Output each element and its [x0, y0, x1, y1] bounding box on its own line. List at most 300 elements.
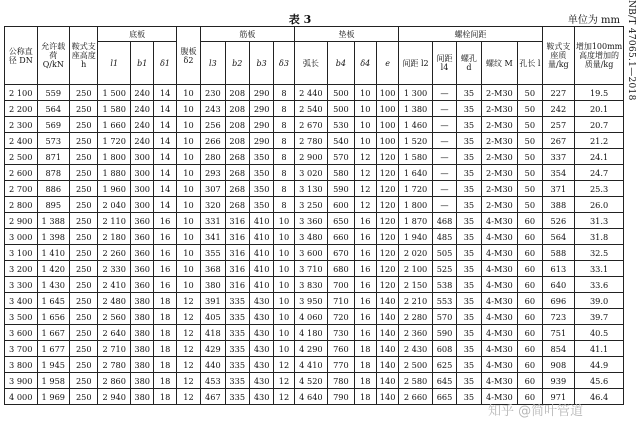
- table-cell: 32.5: [575, 245, 624, 261]
- table-cell: 230: [201, 85, 225, 101]
- table-cell: 2 780: [294, 133, 328, 149]
- table-cell: 430: [249, 293, 273, 309]
- table-cell: 380: [201, 277, 225, 293]
- table-cell: 35: [457, 229, 481, 245]
- table-cell: 16: [154, 245, 176, 261]
- table-cell: 453: [201, 373, 225, 389]
- col-l3: l3: [201, 42, 225, 85]
- table-cell: 35: [457, 133, 481, 149]
- table-cell: 120: [376, 197, 398, 213]
- table-cell: 573: [37, 133, 70, 149]
- table-cell: 16: [354, 293, 376, 309]
- table-cell: 16: [354, 309, 376, 325]
- table-cell: 886: [37, 181, 70, 197]
- table-cell: 1 410: [37, 245, 70, 261]
- table-cell: 316: [225, 229, 249, 245]
- table-cell: 3 400: [5, 293, 38, 309]
- table-row: [5, 149, 624, 165]
- table-cell: 140: [376, 309, 398, 325]
- table-cell: 44.9: [575, 357, 624, 373]
- table-cell: 665: [432, 389, 456, 405]
- table-cell: 8: [274, 85, 294, 101]
- table-cell: 570: [432, 309, 456, 325]
- table-row: [5, 133, 624, 149]
- table-cell: 12: [176, 357, 200, 373]
- table-cell: 35: [457, 325, 481, 341]
- table-cell: 335: [225, 341, 249, 357]
- table-cell: 140: [376, 325, 398, 341]
- table-cell: 2 260: [98, 245, 131, 261]
- table-cell: 1 940: [399, 229, 433, 245]
- table-cell: 100: [376, 133, 398, 149]
- table-cell: 120: [376, 277, 398, 293]
- table-cell: 525: [432, 261, 456, 277]
- table-cell: 240: [131, 117, 154, 133]
- table-cell: 2-M30: [481, 101, 518, 117]
- table-cell: 320: [201, 197, 225, 213]
- table-cell: 18: [154, 309, 176, 325]
- table-cell: 2 670: [294, 117, 328, 133]
- table-row: [5, 85, 624, 101]
- table-cell: 4-M30: [481, 229, 518, 245]
- table-cell: 280: [201, 149, 225, 165]
- table-cell: 240: [131, 85, 154, 101]
- table-cell: 243: [201, 101, 225, 117]
- table-cell: 60: [518, 261, 542, 277]
- table-cell: 18: [354, 341, 376, 357]
- table-cell: 316: [225, 245, 249, 261]
- table-cell: 360: [131, 213, 154, 229]
- table-cell: 250: [70, 181, 98, 197]
- table-cell: 2 100: [5, 85, 38, 101]
- table-cell: 12: [176, 309, 200, 325]
- table-cell: 337: [542, 149, 575, 165]
- table-cell: 10: [176, 181, 200, 197]
- table-cell: 4-M30: [481, 245, 518, 261]
- table-cell: 293: [201, 165, 225, 181]
- table-cell: 10: [274, 213, 294, 229]
- table-cell: 350: [249, 149, 273, 165]
- col-mass-increase: 增加100mm高度增加的质量/kg: [575, 27, 624, 85]
- table-cell: 3 300: [5, 277, 38, 293]
- table-cell: 730: [328, 325, 354, 341]
- unit-label: 单位为 mm: [567, 15, 620, 26]
- table-cell: 14: [154, 101, 176, 117]
- table-cell: 590: [432, 325, 456, 341]
- table-cell: 268: [225, 197, 249, 213]
- table-cell: 50: [518, 117, 542, 133]
- table-cell: 120: [376, 165, 398, 181]
- group-bottom-plate: 底板: [98, 27, 176, 42]
- col-height: 鞍式支座高度 h: [70, 27, 98, 85]
- table-cell: —: [432, 181, 456, 197]
- col-dn: 公称直径 DN: [5, 27, 38, 85]
- table-cell: 60: [518, 277, 542, 293]
- table-cell: 2 500: [5, 149, 38, 165]
- table-cell: 35: [457, 261, 481, 277]
- table-cell: 4 520: [294, 373, 328, 389]
- table-cell: 14: [154, 133, 176, 149]
- table-cell: 2 360: [399, 325, 433, 341]
- col-hole-d: 螺孔 d: [457, 42, 481, 85]
- table-cell: 588: [542, 245, 575, 261]
- table-cell: 290: [249, 85, 273, 101]
- table-cell: 18: [354, 389, 376, 405]
- table-cell: 2 280: [399, 309, 433, 325]
- table-cell: 380: [131, 357, 154, 373]
- table-cell: 1 660: [98, 117, 131, 133]
- table-cell: 10: [354, 101, 376, 117]
- table-cell: 2 020: [399, 245, 433, 261]
- table-cell: 660: [328, 229, 354, 245]
- table-cell: 538: [432, 277, 456, 293]
- table-cell: 430: [249, 357, 273, 373]
- table-cell: 8: [274, 165, 294, 181]
- table-cell: 2-M30: [481, 197, 518, 213]
- table-cell: 35: [457, 373, 481, 389]
- table-cell: 268: [225, 165, 249, 181]
- table-title: 表 3: [288, 13, 312, 26]
- table-cell: 18: [154, 389, 176, 405]
- table-cell: 50: [518, 85, 542, 101]
- table-cell: 1 645: [37, 293, 70, 309]
- table-cell: 20.1: [575, 101, 624, 117]
- table-cell: 430: [249, 389, 273, 405]
- table-cell: 3 250: [294, 197, 328, 213]
- table-cell: 12: [176, 341, 200, 357]
- col-delta4: δ4: [354, 42, 376, 85]
- table-cell: 2 900: [294, 149, 328, 165]
- table-cell: 3 950: [294, 293, 328, 309]
- table-cell: 2-M30: [481, 85, 518, 101]
- table-cell: 10: [274, 261, 294, 277]
- table-cell: 250: [70, 341, 98, 357]
- table-cell: 316: [225, 213, 249, 229]
- table-cell: 60: [518, 293, 542, 309]
- table-cell: 380: [131, 325, 154, 341]
- table-cell: 1 720: [399, 181, 433, 197]
- table-cell: —: [432, 133, 456, 149]
- table-cell: 380: [131, 389, 154, 405]
- table-cell: 18: [154, 373, 176, 389]
- table-cell: 410: [249, 229, 273, 245]
- table-cell: 300: [131, 149, 154, 165]
- col-b2: b2: [225, 42, 249, 85]
- table-cell: 4 060: [294, 309, 328, 325]
- table-cell: 1 420: [37, 261, 70, 277]
- table-cell: 530: [328, 117, 354, 133]
- table-cell: 16: [354, 213, 376, 229]
- table-cell: 12: [274, 389, 294, 405]
- table-cell: 331: [201, 213, 225, 229]
- table-cell: 12: [354, 165, 376, 181]
- table-cell: 500: [328, 85, 354, 101]
- table-cell: 10: [176, 85, 200, 101]
- table-cell: 35: [457, 341, 481, 357]
- table-row: [5, 309, 624, 325]
- table-cell: 8: [274, 117, 294, 133]
- table-cell: 18: [154, 357, 176, 373]
- table-cell: 316: [225, 261, 249, 277]
- table-cell: 16: [154, 213, 176, 229]
- table-cell: 208: [225, 85, 249, 101]
- table-cell: 2-M30: [481, 165, 518, 181]
- table-cell: 1 969: [37, 389, 70, 405]
- table-cell: 35: [457, 85, 481, 101]
- table-cell: 1 800: [98, 149, 131, 165]
- table-cell: 268: [225, 181, 249, 197]
- col-b4: b4: [328, 42, 354, 85]
- table-cell: 468: [432, 213, 456, 229]
- table-cell: 300: [131, 181, 154, 197]
- table-cell: 2 040: [98, 197, 131, 213]
- table-cell: 8: [274, 181, 294, 197]
- table-cell: 1 720: [98, 133, 131, 149]
- col-arc: 弧长: [294, 42, 328, 85]
- table-cell: 2 860: [98, 373, 131, 389]
- table-cell: 16: [354, 261, 376, 277]
- table-cell: 60: [518, 245, 542, 261]
- table-cell: 4-M30: [481, 309, 518, 325]
- table-row: [5, 181, 624, 197]
- table-cell: 3 130: [294, 181, 328, 197]
- table-cell: 268: [225, 149, 249, 165]
- table-cell: 3 500: [5, 309, 38, 325]
- table-cell: 335: [225, 357, 249, 373]
- table-cell: 770: [328, 357, 354, 373]
- col-hole-len: 孔长 l: [518, 42, 542, 85]
- table-cell: 4 180: [294, 325, 328, 341]
- table-cell: 46.4: [575, 389, 624, 405]
- table-cell: 35: [457, 389, 481, 405]
- table-cell: 20.7: [575, 117, 624, 133]
- table-row: [5, 229, 624, 245]
- table-cell: 35: [457, 181, 481, 197]
- table-cell: 140: [376, 357, 398, 373]
- table-cell: 250: [70, 373, 98, 389]
- table-cell: 18: [354, 357, 376, 373]
- table-cell: 1 520: [399, 133, 433, 149]
- table-cell: 2-M30: [481, 181, 518, 197]
- table-cell: 50: [518, 197, 542, 213]
- table-cell: 360: [131, 277, 154, 293]
- table-cell: 120: [376, 149, 398, 165]
- table-cell: 12: [176, 389, 200, 405]
- table-cell: 600: [328, 197, 354, 213]
- table-cell: 1 380: [399, 101, 433, 117]
- table-cell: 250: [70, 85, 98, 101]
- table-cell: 410: [249, 277, 273, 293]
- table-cell: 16: [354, 245, 376, 261]
- table-row: [5, 325, 624, 341]
- table-cell: 100: [376, 101, 398, 117]
- group-rib: 筋板: [201, 27, 294, 42]
- table-cell: 580: [328, 165, 354, 181]
- table-cell: 430: [249, 373, 273, 389]
- table-cell: 3 480: [294, 229, 328, 245]
- table-cell: 120: [376, 261, 398, 277]
- col-l2: 间距 l2: [399, 42, 433, 85]
- table-cell: 2 500: [399, 357, 433, 373]
- table-cell: 10: [274, 341, 294, 357]
- table-cell: 360: [131, 229, 154, 245]
- table-cell: 256: [201, 117, 225, 133]
- table-cell: 368: [201, 261, 225, 277]
- table-cell: 410: [249, 213, 273, 229]
- table-cell: 569: [37, 117, 70, 133]
- table-cell: —: [432, 197, 456, 213]
- table-cell: 16: [154, 229, 176, 245]
- table-cell: —: [432, 117, 456, 133]
- table-cell: 120: [376, 181, 398, 197]
- table-cell: 250: [70, 389, 98, 405]
- table-cell: 505: [432, 245, 456, 261]
- table-cell: 2 210: [399, 293, 433, 309]
- table-cell: 250: [70, 133, 98, 149]
- table-cell: —: [432, 149, 456, 165]
- table-cell: 60: [518, 389, 542, 405]
- table-cell: 380: [131, 341, 154, 357]
- table-cell: 608: [432, 341, 456, 357]
- table-row: [5, 117, 624, 133]
- table-cell: 10: [176, 277, 200, 293]
- table-row: [5, 245, 624, 261]
- table-cell: 696: [542, 293, 575, 309]
- table-cell: 19.5: [575, 85, 624, 101]
- table-cell: 3 020: [294, 165, 328, 181]
- table-cell: 250: [70, 293, 98, 309]
- table-cell: 8: [274, 197, 294, 213]
- table-cell: 10: [274, 277, 294, 293]
- col-b3: b3: [249, 42, 273, 85]
- col-load: 允许载荷 Q/kN: [37, 27, 70, 85]
- table-cell: 2 300: [5, 117, 38, 133]
- table-cell: 25.3: [575, 181, 624, 197]
- table-cell: 4 640: [294, 389, 328, 405]
- col-l1: l1: [98, 42, 131, 85]
- table-cell: 10: [176, 213, 200, 229]
- table-cell: 895: [37, 197, 70, 213]
- table-cell: 10: [354, 117, 376, 133]
- table-cell: 854: [542, 341, 575, 357]
- table-cell: 410: [249, 245, 273, 261]
- table-cell: 250: [70, 277, 98, 293]
- table-cell: 430: [249, 325, 273, 341]
- table-cell: 10: [274, 229, 294, 245]
- table-cell: 4-M30: [481, 325, 518, 341]
- table-cell: 18: [154, 325, 176, 341]
- table-cell: 2 200: [5, 101, 38, 117]
- table-cell: 350: [249, 197, 273, 213]
- table-cell: 50: [518, 133, 542, 149]
- table-cell: 335: [225, 309, 249, 325]
- table-cell: 290: [249, 101, 273, 117]
- table-cell: 335: [225, 325, 249, 341]
- table-cell: 3 710: [294, 261, 328, 277]
- table-cell: 1 580: [399, 149, 433, 165]
- table-cell: 4-M30: [481, 389, 518, 405]
- table-cell: 790: [328, 389, 354, 405]
- table-cell: 35: [457, 117, 481, 133]
- table-cell: 35: [457, 101, 481, 117]
- table-cell: 360: [131, 245, 154, 261]
- table-cell: 24.1: [575, 149, 624, 165]
- table-cell: 16: [354, 325, 376, 341]
- table-cell: 1 580: [98, 101, 131, 117]
- table-cell: 645: [432, 373, 456, 389]
- table-cell: 14: [154, 197, 176, 213]
- table-cell: 1 945: [37, 357, 70, 373]
- table-cell: 2 150: [399, 277, 433, 293]
- table-cell: 16: [354, 277, 376, 293]
- table-cell: 380: [131, 309, 154, 325]
- table-cell: 3 200: [5, 261, 38, 277]
- table-cell: 250: [70, 149, 98, 165]
- table-cell: 60: [518, 373, 542, 389]
- col-thread: 螺纹 M: [481, 42, 518, 85]
- saddle-support-table: [4, 26, 624, 405]
- table-cell: 405: [201, 309, 225, 325]
- table-cell: 60: [518, 357, 542, 373]
- table-cell: 2 580: [399, 373, 433, 389]
- table-cell: 16: [154, 261, 176, 277]
- table-cell: 250: [70, 325, 98, 341]
- table-cell: 670: [328, 245, 354, 261]
- table-cell: 35: [457, 293, 481, 309]
- table-cell: 120: [376, 229, 398, 245]
- table-cell: 2 800: [5, 197, 38, 213]
- table-cell: 208: [225, 133, 249, 149]
- table-cell: 12: [274, 357, 294, 373]
- table-cell: 2-M30: [481, 117, 518, 133]
- table-cell: 350: [249, 181, 273, 197]
- table-cell: 10: [176, 101, 200, 117]
- table-cell: 780: [328, 373, 354, 389]
- table-cell: 3 600: [5, 325, 38, 341]
- table-cell: 12: [176, 325, 200, 341]
- table-cell: 650: [328, 213, 354, 229]
- table-cell: 564: [542, 229, 575, 245]
- col-l4: 间距 l4: [432, 42, 456, 85]
- table-cell: 12: [176, 373, 200, 389]
- table-cell: 60: [518, 213, 542, 229]
- table-row: [5, 165, 624, 181]
- table-cell: 700: [328, 277, 354, 293]
- watermark: 知乎 @简叶管道: [488, 404, 584, 419]
- table-cell: 1 958: [37, 373, 70, 389]
- table-cell: 1 430: [37, 277, 70, 293]
- table-cell: 12: [274, 373, 294, 389]
- table-row: [5, 293, 624, 309]
- table-cell: 380: [131, 373, 154, 389]
- table-cell: 41.1: [575, 341, 624, 357]
- table-cell: 3 000: [5, 229, 38, 245]
- table-cell: 559: [37, 85, 70, 101]
- table-cell: 14: [154, 165, 176, 181]
- table-cell: 10: [176, 229, 200, 245]
- table-cell: 1 388: [37, 213, 70, 229]
- table-cell: 335: [225, 293, 249, 309]
- table-cell: 2 940: [98, 389, 131, 405]
- table-cell: 388: [542, 197, 575, 213]
- table-cell: 1 656: [37, 309, 70, 325]
- table-cell: 8: [274, 149, 294, 165]
- table-cell: 12: [354, 181, 376, 197]
- col-delta3: δ3: [274, 42, 294, 85]
- table-cell: 14: [154, 117, 176, 133]
- table-cell: 2 110: [98, 213, 131, 229]
- table-cell: 10: [354, 133, 376, 149]
